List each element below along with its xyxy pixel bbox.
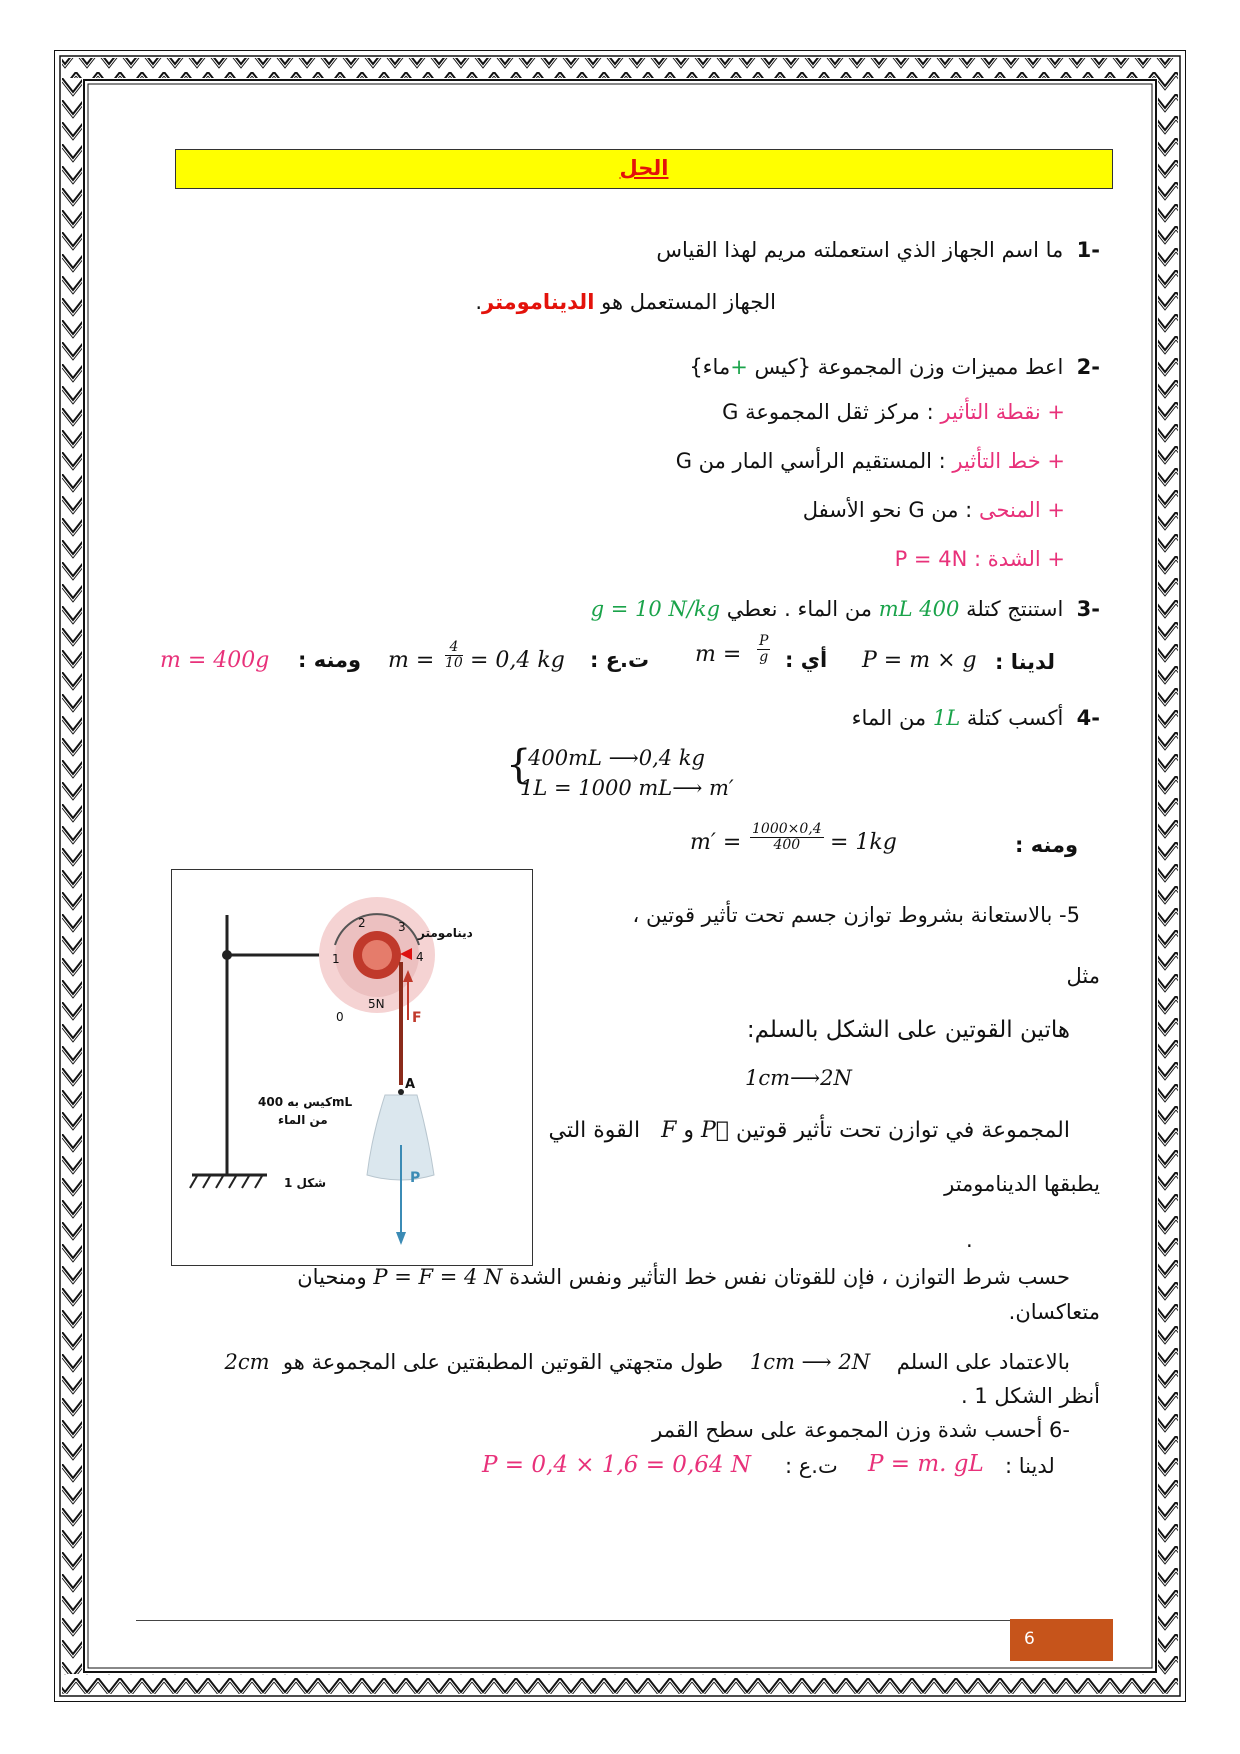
question-3: -3 استنتج كتلة 400 mL من الماء . نعطي g = 10 N/kg [590,597,1100,621]
characteristic-label: + خط التأثير [952,449,1065,473]
question-1: -1 ما اسم الجهاز الذي استعملته مريم لهذا القياس [656,238,1100,262]
bag-label: كيس به 400mL [258,1095,353,1109]
mass-result: m′ = $\frac{1000\times 0,4}{400}$ = 1kg ومنه : [690,821,1079,857]
characteristic-label: + المنحى [978,498,1065,522]
unit-label: 5N [368,997,385,1011]
characteristic-item [895,547,1065,571]
section-title: الحل [619,156,669,180]
q5-line-3: هاتين القوتين على الشكل بالسلم: [746,1017,1070,1043]
figure-1 [171,869,533,1266]
dynamometer-label: دينامومتر [418,926,473,940]
q5-para-2: بالاعتماد على السلم 1cm ⟶ 2N طول متجهتي القوتين المطبقتين على المجموعة هو 2cm [224,1350,1070,1374]
characteristic-label: + نقطة التأثير [940,400,1065,424]
q5-para-2b: أنظر الشكل 1 . [960,1384,1100,1408]
moon-weight-calculation: P = 0,4 × 1,6 = 0,64 N ت.ع : P = m. gL لدينا : [482,1451,1055,1478]
dynamometer-diagram [172,870,532,1265]
page-number: 6 [1024,1629,1035,1649]
section-title-bar [175,149,1113,189]
characteristic-item [722,400,1065,424]
q5-line-5: يطبقها الدينامومتر [944,1172,1100,1196]
answer-1: الجهاز المستعمل هو الدينامومتر. [475,290,776,314]
q5-dot: . [966,1228,973,1252]
q5-scale: 1cm⟶2N [745,1066,852,1090]
characteristic-value: : من G نحو الأسفل [802,498,973,522]
q5-line-4: المجموعة في توازن تحت تأثير قوتين P⃗ و F القوة التي [548,1118,1070,1143]
question-6: -6 أحسب شدة وزن المجموعة على سطح القمر [652,1418,1070,1442]
characteristic-value: : مركز ثقل المجموعة G [722,400,934,424]
scale-mark: 4 [416,950,424,964]
characteristic-value: : المستقيم الرأسي المار من G [675,449,946,473]
characteristic-item [803,498,1065,522]
scale-mark: 0 [336,1010,344,1024]
proportion-row-2: 1L = 1000 mL⟶ m′ [520,776,734,800]
question-2: -2 اعط مميزات وزن المجموعة {كيس +ماء} [689,355,1100,379]
characteristic-item [676,449,1065,473]
force-p-label: P [410,1170,421,1186]
figure-caption: شكل 1 [284,1176,327,1190]
scale-mark: 3 [398,920,406,934]
q5-para-1b: متعاكسان. [1008,1300,1100,1324]
page-number-box [1010,1619,1113,1661]
question-4: -4 أكسب كتلة 1L من الماء [851,706,1100,730]
mass-calculation: m = 400g ومنه : m = $\frac{4}{10}$ = 0,4 kg ت.ع : m = $\frac{P}{g}$ أي : P = m × g لدينا : [160,633,1056,674]
point-a-label: A [405,1077,416,1092]
proportion-row-1: 400mL ⟶0,4 kg [528,746,705,770]
characteristic-value: : P = 4N [894,547,982,571]
characteristic-label: + الشدة [987,547,1065,571]
question-5: 5- بالاستعانة بشروط توازن جسم تحت تأثير قوتين ، [632,903,1080,927]
bag-label: من الماء [278,1113,328,1127]
force-f-label: F [412,1010,422,1026]
q5-para-1: حسب شرط التوازن ، فإن للقوتان نفس خط التأثير ونفس الشدة P = F = 4 N ومنحيان [297,1265,1070,1289]
q5-line-2: مثل [1066,964,1100,988]
footer-rule [136,1620,1010,1621]
scale-mark: 1 [332,952,340,966]
scale-mark: 2 [358,916,366,930]
brace: { [506,742,532,788]
